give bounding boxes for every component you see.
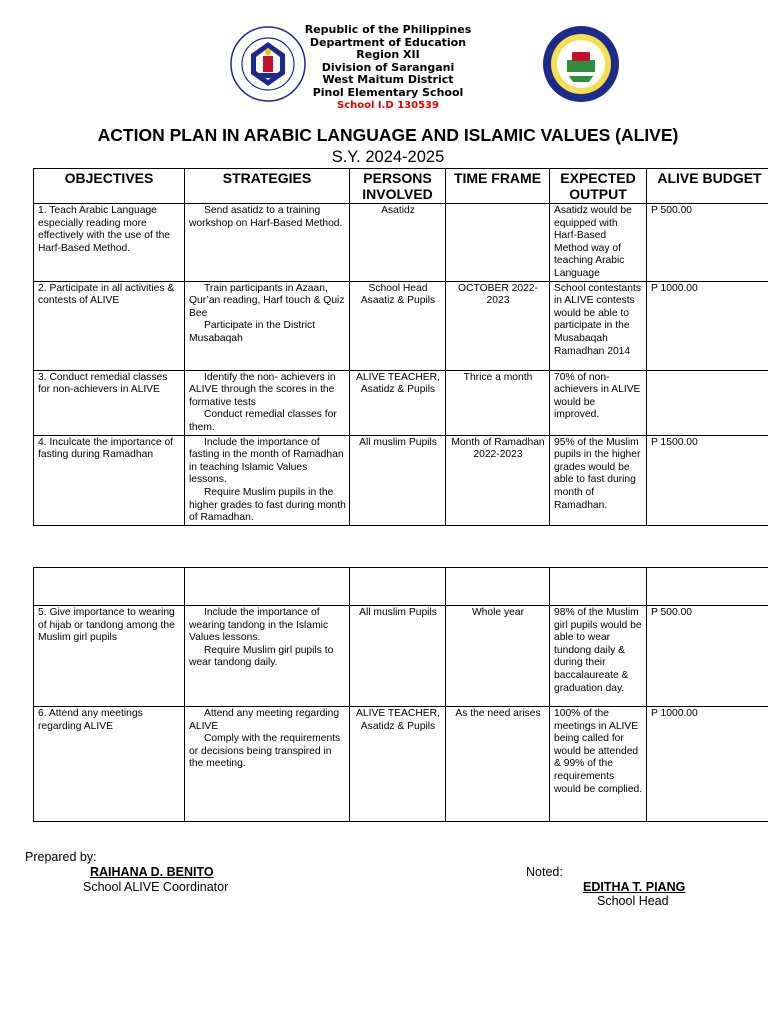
time-cell: As the need arises bbox=[446, 707, 550, 822]
prepared-by-name: RAIHANA D. BENITO bbox=[90, 865, 214, 879]
output-cell: 98% of the Muslim girl pupils would be able to wear tundong daily & during their baccalaureate & graduation day. bbox=[550, 606, 647, 707]
prepared-by-label: Prepared by: bbox=[25, 850, 97, 864]
table-row bbox=[34, 707, 768, 822]
output-cell: School contestants in ALIVE contests would be able to participate in the Musabaqah Ramadhan 2014 bbox=[550, 281, 647, 370]
school-id: School I.D 130539 bbox=[337, 99, 439, 111]
strategies-cell bbox=[185, 204, 350, 282]
column-header: PERSONS INVOLVED bbox=[350, 169, 446, 204]
objective-cell: 4. Inculcate the importance of fasting during Ramadhan bbox=[34, 435, 185, 525]
budget-cell bbox=[647, 370, 768, 435]
blank-row bbox=[34, 568, 768, 606]
header-line: Region XII bbox=[356, 48, 420, 62]
persons-cell: School Head Asaatiz & Pupils bbox=[350, 281, 446, 370]
persons-cell: ALIVE TEACHER, Asatidz & Pupils bbox=[350, 370, 446, 435]
strategy-item: Identify the non- achievers in ALIVE through the scores in the formative tests bbox=[189, 371, 336, 408]
header-line: West Maitum District bbox=[322, 73, 454, 87]
prepared-by-role: School ALIVE Coordinator bbox=[83, 880, 229, 894]
objective-cell: 6. Attend any meetings regarding ALIVE bbox=[34, 707, 185, 822]
table-row bbox=[34, 606, 768, 707]
table-row bbox=[34, 204, 768, 282]
action-plan-table-continued bbox=[33, 567, 768, 822]
budget-cell: P 1000.00 bbox=[647, 281, 768, 370]
letterhead bbox=[0, 22, 768, 111]
objective-cell: 3. Conduct remedial classes for non-achievers in ALIVE bbox=[34, 370, 185, 435]
column-header: TIME FRAME bbox=[446, 169, 550, 204]
letterhead-text bbox=[300, 24, 476, 112]
strategy-item: Participate in the District Musabaqah bbox=[189, 320, 316, 344]
school-seal-icon bbox=[541, 24, 621, 104]
strategy-item: Conduct remedial classes for them. bbox=[189, 409, 337, 433]
time-cell: OCTOBER 2022-2023 bbox=[446, 281, 550, 370]
strategy-item: Comply with the requirements or decisions being transpired in the meeting. bbox=[189, 733, 341, 770]
time-cell: Whole year bbox=[446, 606, 550, 707]
table-header-row bbox=[34, 169, 768, 204]
noted-by-role: School Head bbox=[597, 894, 669, 908]
blank-cell bbox=[647, 568, 768, 606]
output-cell: 70% of non-achievers in ALIVE would be improved. bbox=[550, 370, 647, 435]
time-cell bbox=[446, 204, 550, 282]
header-line: Division of Sarangani bbox=[321, 60, 455, 74]
column-header: EXPECTED OUTPUT bbox=[550, 169, 647, 204]
page-title: ACTION PLAN IN ARABIC LANGUAGE AND ISLAMIC VALUES (ALIVE) bbox=[97, 125, 679, 145]
strategy-item: Require Muslim girl pupils to wear tandong daily. bbox=[189, 644, 334, 669]
school-year: S.Y. 2024-2025 bbox=[331, 148, 445, 166]
objective-cell: 2. Participate in all activities & contests of ALIVE bbox=[34, 281, 185, 370]
strategies-cell bbox=[185, 281, 350, 370]
persons-cell: Asatidz bbox=[350, 204, 446, 282]
blank-cell bbox=[350, 568, 446, 606]
strategies-cell bbox=[185, 435, 350, 525]
strategy-item: Include the importance of wearing tandong in the Islamic Values lessons. bbox=[189, 607, 329, 644]
strategies-cell bbox=[185, 606, 350, 707]
strategies-cell bbox=[185, 370, 350, 435]
blank-cell bbox=[185, 568, 350, 606]
table-row bbox=[34, 370, 768, 435]
deped-seal-icon bbox=[230, 26, 306, 102]
objective-cell: 5. Give importance to wearing of hijab or tandong among the Muslim girl pupils bbox=[34, 606, 185, 707]
time-cell: Month of Ramadhan 2022-2023 bbox=[446, 435, 550, 525]
output-cell: 100% of the meetings in ALIVE being called for would be attended & 99% of the requirements would be complied. bbox=[550, 707, 647, 822]
table-row bbox=[34, 435, 768, 525]
strategy-item: Attend any meeting regarding ALIVE bbox=[189, 708, 340, 732]
strategy-item: Send asatidz to a training workshop on Harf-Based Method. bbox=[189, 205, 343, 229]
budget-cell: P 500.00 bbox=[647, 204, 768, 282]
noted-label: Noted: bbox=[526, 865, 563, 879]
blank-cell bbox=[446, 568, 550, 606]
header-line: Pinol Elementary School bbox=[312, 85, 464, 99]
time-cell: Thrice a month bbox=[446, 370, 550, 435]
header-line: Department of Education bbox=[309, 35, 467, 49]
noted-by-name: EDITHA T. PIANG bbox=[583, 880, 686, 894]
budget-cell: P 1000.00 bbox=[647, 707, 768, 822]
strategy-item: Train participants in Azaan, Qur’an reading, Harf touch & Quiz Bee bbox=[189, 282, 345, 319]
action-plan-table bbox=[33, 168, 768, 526]
output-cell: 95% of the Muslim pupils in the higher grades would be able to fast during month of Ramadhan. bbox=[550, 435, 647, 525]
column-header: ALIVE BUDGET bbox=[647, 169, 768, 204]
objective-cell: 1. Teach Arabic Language especially reading more effectively with the use of the Harf-Based Method. bbox=[34, 204, 185, 282]
strategy-item: Require Muslim pupils in the higher grades to fast during month of Ramadhan. bbox=[189, 486, 346, 524]
output-cell: Asatidz would be equipped with Harf-Based Method way of teaching Arabic Language bbox=[550, 204, 647, 282]
strategy-item: Include the importance of fasting in the month of Ramadhan in teaching Islamic Values lessons. bbox=[189, 436, 344, 486]
blank-cell bbox=[34, 568, 185, 606]
persons-cell: All muslim Pupils bbox=[350, 435, 446, 525]
table-row bbox=[34, 281, 768, 370]
budget-cell: P 500.00 bbox=[647, 606, 768, 707]
persons-cell: ALIVE TEACHER, Asatidz & Pupils bbox=[350, 707, 446, 822]
column-header: OBJECTIVES bbox=[34, 169, 185, 204]
persons-cell: All muslim Pupils bbox=[350, 606, 446, 707]
blank-cell bbox=[550, 568, 647, 606]
strategies-cell bbox=[185, 707, 350, 822]
column-header: STRATEGIES bbox=[185, 169, 350, 204]
budget-cell: P 1500.00 bbox=[647, 435, 768, 525]
header-line: Republic of the Philippines bbox=[304, 23, 472, 36]
